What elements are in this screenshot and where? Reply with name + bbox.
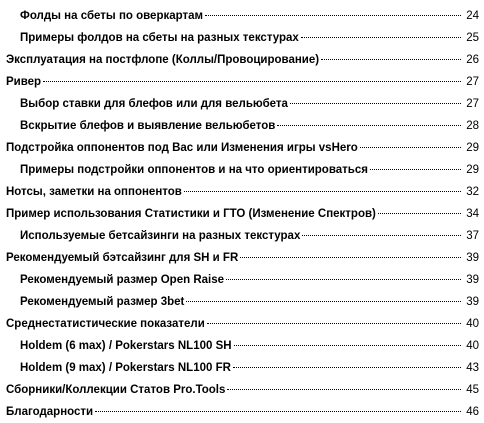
toc-entry-page-number: 46 <box>466 406 479 418</box>
toc-entry-page-number: 28 <box>466 120 479 132</box>
dot-leader <box>43 81 461 82</box>
toc-entry-page-number: 39 <box>466 274 479 286</box>
dot-leader <box>186 301 461 302</box>
toc-entry-page-number: 32 <box>466 186 479 198</box>
dot-leader <box>226 279 461 280</box>
toc-entry-title: Ривер <box>6 76 42 88</box>
toc-entry[interactable] <box>0 27 484 49</box>
toc-entry-title: Благодарности <box>6 406 94 418</box>
toc-entry-title: Рекомендуемый размер Open Raise <box>20 274 225 286</box>
toc-entry[interactable] <box>0 49 484 71</box>
toc-entry-title: Сборники/Коллекции Статов Pro.Tools <box>6 384 226 396</box>
toc-entry-page-number: 29 <box>466 164 479 176</box>
toc-entry-page-number: 34 <box>466 208 479 220</box>
dot-leader <box>290 103 461 104</box>
dot-leader <box>321 59 461 60</box>
toc-entry-title: Нотсы, заметки на оппонентов <box>6 186 182 198</box>
toc-entry-title: Рекомендуемый бэтсайзинг для SH и FR <box>6 252 239 264</box>
toc-entry[interactable] <box>0 335 484 357</box>
toc-entry[interactable] <box>0 247 484 269</box>
dot-leader <box>240 257 461 258</box>
toc-entry[interactable] <box>0 115 484 137</box>
toc-entry-page-number: 45 <box>466 384 479 396</box>
toc-entry-page-number: 39 <box>466 296 479 308</box>
toc-entry-page-number: 27 <box>466 76 479 88</box>
toc-entry-title: Используемые бетсайзинги на разных текстурах <box>20 230 301 242</box>
dot-leader <box>301 37 461 38</box>
toc-entry-title: Holdem (6 max) / Pokerstars NL100 SH <box>20 340 232 352</box>
dot-leader <box>227 389 461 390</box>
dot-leader <box>370 169 461 170</box>
toc-entry[interactable] <box>0 5 484 27</box>
toc-entry-page-number: 25 <box>466 32 479 44</box>
dot-leader <box>207 323 461 324</box>
toc-entry-title: Рекомендуемый размер 3bet <box>20 296 185 308</box>
toc-entry-page-number: 40 <box>466 340 479 352</box>
toc-entry-page-number: 27 <box>466 98 479 110</box>
toc-entry-title: Выбор ставки для блефов или для вельюбета <box>20 98 288 110</box>
toc-entry-title: Фолды на сбеты по оверкартам <box>20 10 204 22</box>
toc-entry[interactable] <box>0 269 484 291</box>
table-of-contents <box>0 5 484 423</box>
dot-leader <box>360 147 461 148</box>
toc-entry[interactable] <box>0 401 484 423</box>
dot-leader <box>233 367 461 368</box>
dot-leader <box>378 213 461 214</box>
toc-entry[interactable] <box>0 357 484 379</box>
toc-entry[interactable] <box>0 291 484 313</box>
toc-entry-title: Примеры подстройки оппонентов и на что ориентироваться <box>20 164 368 176</box>
dot-leader <box>234 345 461 346</box>
toc-entry-title: Среднестатистические показатели <box>6 318 205 330</box>
toc-entry-page-number: 26 <box>466 54 479 66</box>
toc-entry[interactable] <box>0 137 484 159</box>
toc-entry-page-number: 40 <box>466 318 479 330</box>
toc-entry-page-number: 37 <box>466 230 479 242</box>
toc-entry[interactable] <box>0 203 484 225</box>
toc-entry-page-number: 43 <box>466 362 479 374</box>
toc-entry[interactable] <box>0 313 484 335</box>
toc-entry[interactable] <box>0 225 484 247</box>
toc-entry[interactable] <box>0 93 484 115</box>
toc-entry-page-number: 29 <box>466 142 479 154</box>
toc-entry-page-number: 39 <box>466 252 479 264</box>
toc-entry-title: Подстройка оппонентов под Вас или Изменения игры vsHero <box>6 142 358 154</box>
toc-entry-title: Holdem (9 max) / Pokerstars NL100 FR <box>20 362 231 374</box>
dot-leader <box>277 125 461 126</box>
dot-leader <box>205 15 461 16</box>
toc-entry-page-number: 24 <box>466 10 479 22</box>
toc-entry[interactable] <box>0 181 484 203</box>
dot-leader <box>95 411 461 412</box>
toc-entry-title: Эксплуатация на постфлопе (Коллы/Провоцирование) <box>6 54 320 66</box>
toc-entry-title: Примеры фолдов на сбеты на разных текстурах <box>20 32 299 44</box>
toc-entry[interactable] <box>0 159 484 181</box>
toc-entry[interactable] <box>0 379 484 401</box>
toc-entry-title: Вскрытие блефов и выявление вельюбетов <box>20 120 276 132</box>
dot-leader <box>302 235 461 236</box>
toc-entry[interactable] <box>0 71 484 93</box>
toc-entry-title: Пример использования Статистики и ГТО (Изменение Спектров) <box>6 208 376 220</box>
dot-leader <box>184 191 461 192</box>
